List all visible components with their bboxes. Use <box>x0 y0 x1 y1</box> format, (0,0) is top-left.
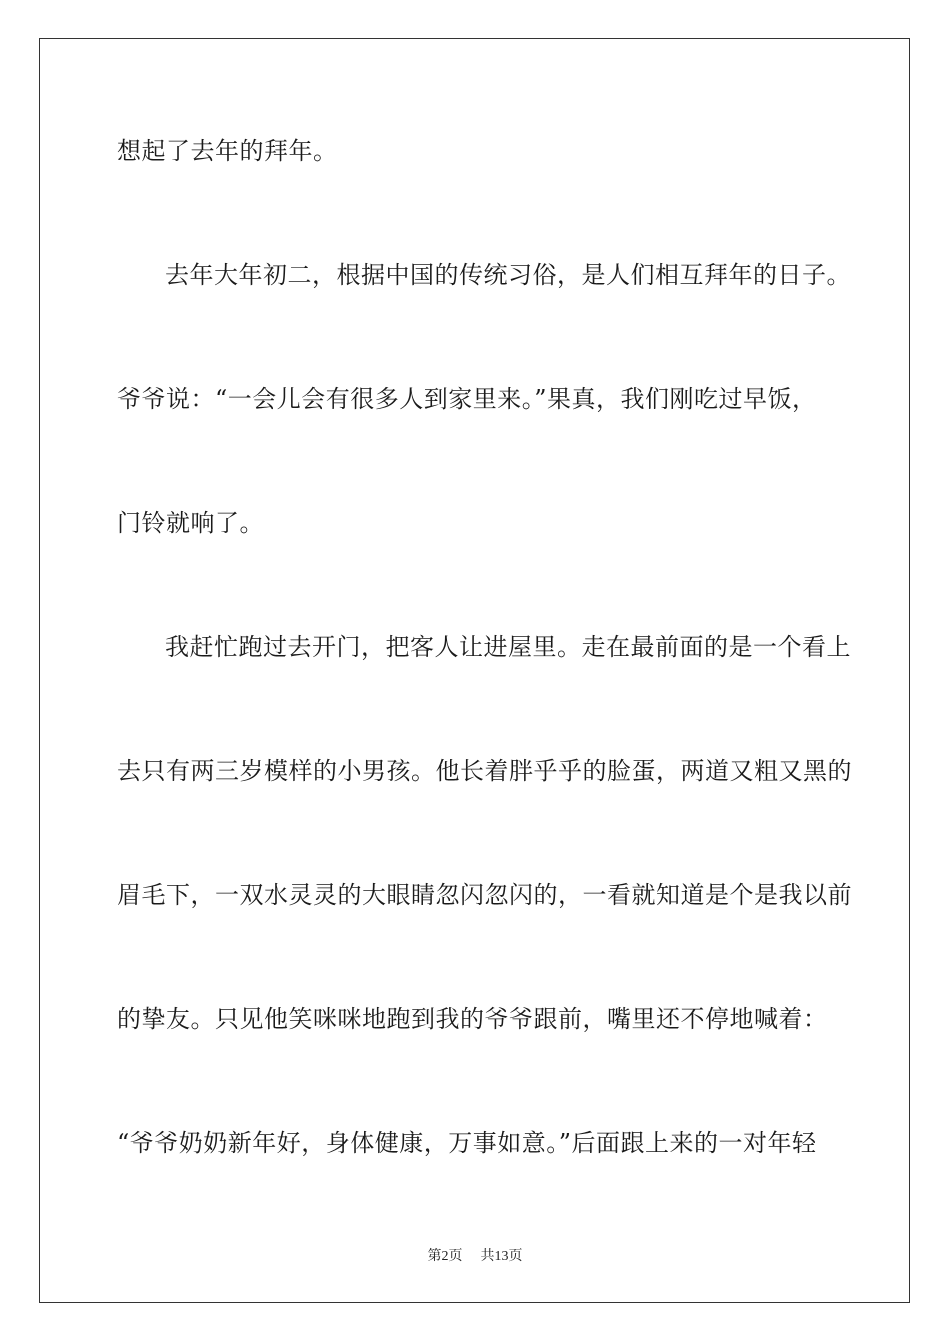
page-number: 第2页 <box>427 1249 463 1264</box>
text-line-4: 门铃就响了。 <box>117 509 264 537</box>
text-line-2: 去年大年初二，根据中国的传统习俗，是人们相互拜年的日子。 <box>165 261 851 289</box>
text-line-9: “爷爷奶奶新年好，身体健康，万事如意。”后面跟上来的一对年轻 <box>117 1129 817 1157</box>
page-total: 共13页 <box>480 1249 523 1264</box>
text-line-3: 爷爷说：“一会儿会有很多人到家里来。”果真，我们刚吃过早饭， <box>117 385 817 413</box>
text-line-8: 的挚友。只见他笑咪咪地跑到我的爷爷跟前，嘴里还不停地喊着： <box>117 1005 828 1033</box>
text-line-5: 我赶忙跑过去开门，把客人让进屋里。走在最前面的是一个看上 <box>165 633 851 661</box>
page-border <box>39 38 910 1303</box>
text-line-7: 眉毛下，一双水灵灵的大眼睛忽闪忽闪的，一看就知道是个是我以前 <box>117 881 852 909</box>
text-line-1: 想起了去年的拜年。 <box>117 137 338 165</box>
page-footer <box>0 1247 950 1267</box>
text-line-6: 去只有两三岁模样的小男孩。他长着胖乎乎的脸蛋，两道又粗又黑的 <box>117 757 852 785</box>
